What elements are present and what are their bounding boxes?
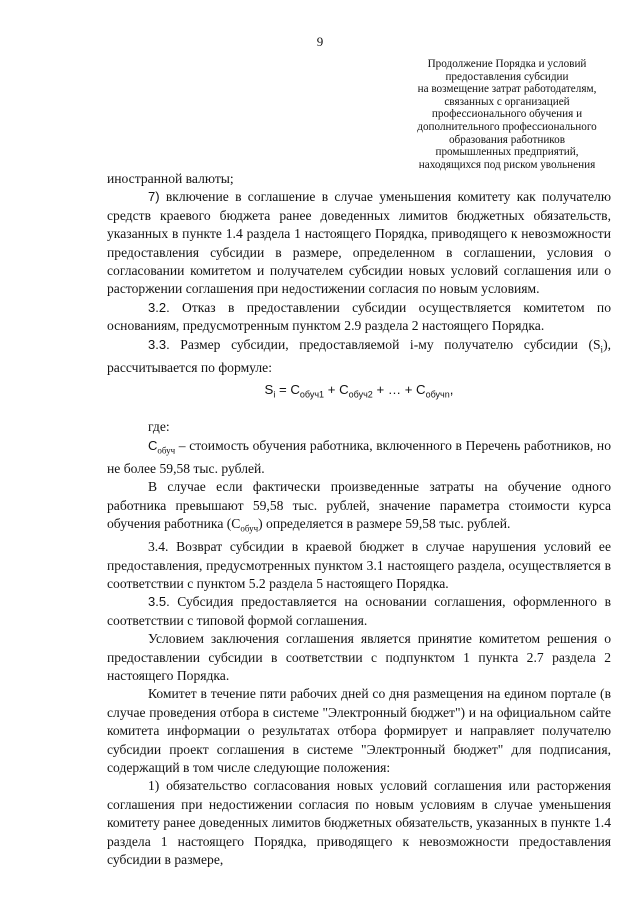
definition-c-obuch (107, 437, 611, 479)
paragraph-3-2 (107, 299, 611, 336)
formula-part: + C (324, 382, 349, 398)
subscript: обуч (240, 523, 259, 534)
item-number: 3.5. (148, 594, 170, 610)
paragraph-text: – стоимость обучения работника, включенного в Перечень работников, но не более 59,58 тыс. рублей. (107, 437, 611, 476)
paragraph-text: ), рассчитывается по формуле: (107, 336, 611, 375)
page-number: 9 (316, 34, 324, 49)
paragraph-cost-cap (107, 478, 611, 538)
header-line: Продолжение Порядка и условий (427, 58, 587, 70)
header-line: связанных с организацией (444, 95, 570, 108)
paragraph-text: В случае если фактически произведенные затраты на обучение одного работника превышают 59,58 тыс. рублей, значение параметра стоимости курса обучения работника (C (107, 479, 611, 531)
subscript: i (600, 344, 604, 355)
item-number: 3.3. (148, 336, 170, 352)
paragraph-text: Размер субсидии, предоставляемой i-му получателю субсидии (S (169, 336, 601, 352)
subscript: обуч (157, 445, 176, 456)
header-line: предоставления субсидии (445, 70, 569, 83)
item-number: 3.2. (148, 299, 170, 315)
paragraph-text: Отказ в предоставлении субсидии осуществляется комитетом по основаниям, предусмотренным пунктом 2.9 раздела 2 настоящего Порядка. (107, 299, 611, 334)
symbol: C (148, 437, 158, 453)
paragraph-agreement-condition: Условием заключения соглашения является принятие комитетом решения о предоставлении субсидии в соответствии с подпунктом 1 пункта 2.7 раздела 2 настоящего Порядка. (107, 631, 611, 683)
continuation-header (392, 58, 622, 171)
formula-part: , (449, 382, 454, 398)
header-line: находящихся под риском увольнения (418, 158, 596, 171)
item-number: 7) (148, 189, 160, 205)
formula-part: S (264, 382, 274, 398)
header-line: образования работников (448, 133, 566, 146)
header-line: профессионального обучения и (431, 108, 583, 121)
paragraph-item-1: 1) обязательство согласования новых условий соглашения или расторжения соглашения при недостижении согласия по новым условиям в случае уменьшения комитету ранее доведенных лимитов бюджетных обязательств, указанных в пункте 1.4 раздела 1 настоящего Порядка, приводящего к невозможности предоставления субсидии в размере, (107, 778, 611, 868)
paragraph-3-5 (107, 593, 611, 630)
paragraph-3-3 (107, 336, 611, 378)
formula-part: + … + C (372, 382, 426, 398)
formula-sub: обуч2 (348, 389, 373, 400)
paragraph: иностранной валюты; (107, 171, 234, 186)
paragraph-text: ) определяется в размере 59,58 тыс. рублей. (258, 515, 511, 531)
formula-part: = C (275, 382, 300, 398)
header-line: промышленных предприятий, (435, 146, 579, 159)
paragraph-3-4: 3.4. Возврат субсидии в краевой бюджет в случае нарушения условий ее предоставления, предусмотренных пунктом 3.1 настоящего раздела, осуществляется в соответствии с пунктом 5.2 раздела 5 настоящего Порядка. (107, 539, 611, 591)
formula-sub: обучn (425, 389, 450, 400)
formula-sub: обуч1 (299, 389, 325, 400)
header-line: дополнительного профессионального (417, 120, 597, 133)
paragraph-text: Субсидия предоставляется на основании соглашения, оформленного в соответствии с типовой формой соглашения. (107, 594, 611, 628)
paragraph-committee-procedure: Комитет в течение пяти рабочих дней со дня размещения на едином портале (в случае проведения отбора в системе "Электронный бюджет") и на официальном сайте комитета информации о результатах отбора формирует и направляет получателю субсидии проект соглашения в системе "Электронный бюджет" для подписания, содержащий в том числе следующие положения: (107, 686, 611, 775)
where-label: где: (148, 419, 170, 435)
document-body (107, 170, 611, 869)
paragraph-text: включение в соглашение в случае уменьшения комитету как получателю средств краевого бюджета ранее доведенных лимитов бюджетных обязательств, указанных в пункте 1.4 раздела 1 настоящего Порядка, приводящего к невозможности предоставления субсидии в размере, определенном в соглашении, условия о согласовании комитетом и получателем субсидии новых условий соглашения или о расторжении соглашения при недостижении согласия по новым условиям. (107, 189, 611, 297)
subsidy-formula (107, 381, 611, 404)
formula-sub: i (273, 389, 276, 400)
header-line: на возмещение затрат работодателям, (417, 83, 597, 96)
paragraph-item-7 (107, 188, 611, 298)
